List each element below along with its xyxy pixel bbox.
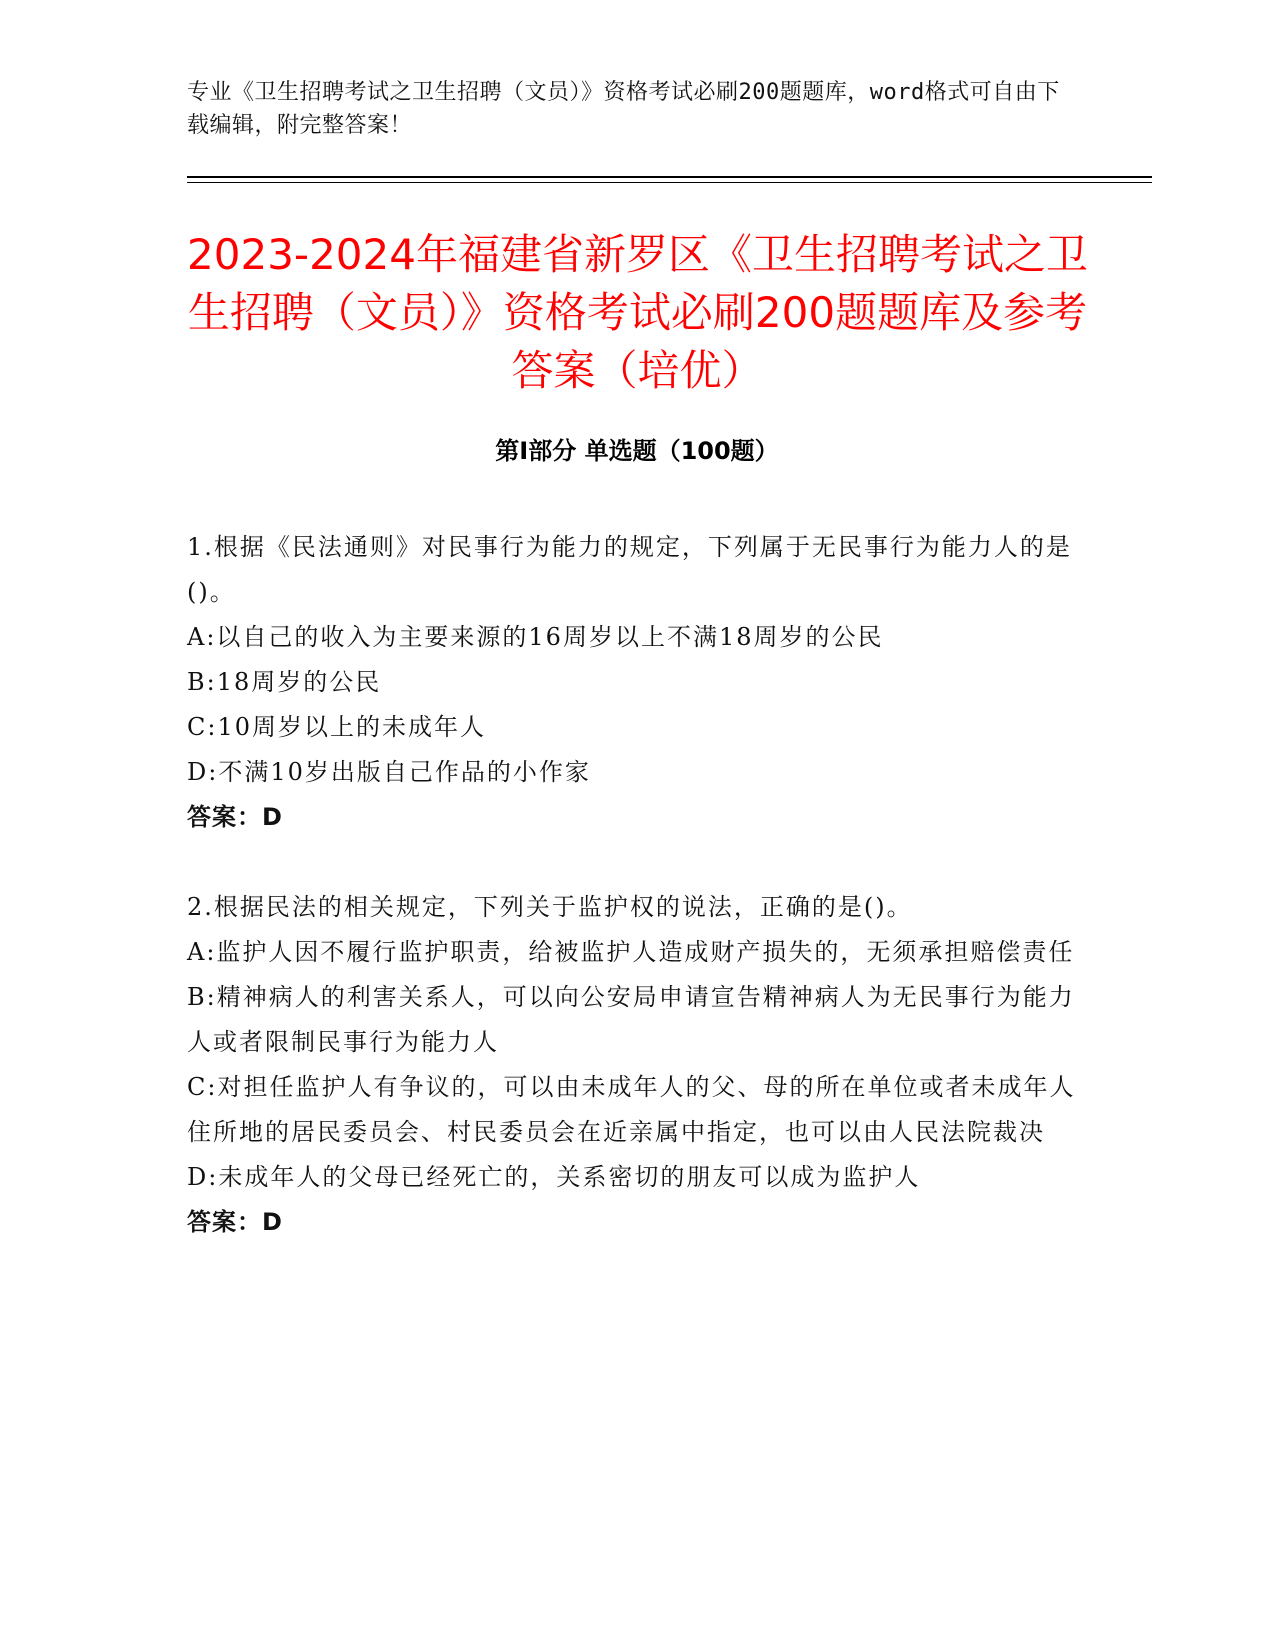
section-title: 第Ⅰ部分 单选题（100题） xyxy=(495,437,779,465)
question-stem: 2.根据民法的相关规定，下列关于监护权的说法，正确的是()。 xyxy=(187,893,913,921)
answer-label: 答案：D xyxy=(187,1208,283,1236)
option-a: A:以自己的收入为主要来源的16周岁以上不满18周岁的公民 xyxy=(187,623,884,651)
header-rule-thick xyxy=(187,176,1152,178)
option-b: B:精神病人的利害关系人，可以向公安局申请宣告精神病人为无民事行为能力人或者限制民事行为能力人 xyxy=(187,983,1075,1056)
question-1 xyxy=(187,525,1087,840)
option-c: C:10周岁以上的未成年人 xyxy=(187,713,486,741)
option-c: C:对担任监护人有争议的，可以由未成年人的父、母的所在单位或者未成年人住所地的居民委员会、村民委员会在近亲属中指定，也可以由人民法院裁决 xyxy=(187,1073,1076,1146)
question-2 xyxy=(187,885,1087,1245)
question-list xyxy=(187,525,1087,1290)
option-b: B:18周岁的公民 xyxy=(187,668,382,696)
option-a: A:监护人因不履行监护职责，给被监护人造成财产损失的，无须承担赔偿责任 xyxy=(187,938,1075,966)
question-stem: 1.根据《民法通则》对民事行为能力的规定，下列属于无民事行为能力人的是()。 xyxy=(187,533,1072,606)
option-d: D:不满10岁出版自己作品的小作家 xyxy=(187,758,591,786)
option-d: D:未成年人的父母已经死亡的，关系密切的朋友可以成为监护人 xyxy=(187,1163,921,1191)
document-title: 2023-2024年福建省新罗区《卫生招聘考试之卫生招聘（文员）》资格考试必刷200题题库及参考答案（培优） xyxy=(187,230,1088,395)
answer-label: 答案：D xyxy=(187,803,283,831)
header-note: 专业《卫生招聘考试之卫生招聘（文员）》资格考试必刷200题题库，word格式可自由下载编辑，附完整答案！ xyxy=(187,80,1060,138)
header-rule-thin xyxy=(187,182,1152,183)
